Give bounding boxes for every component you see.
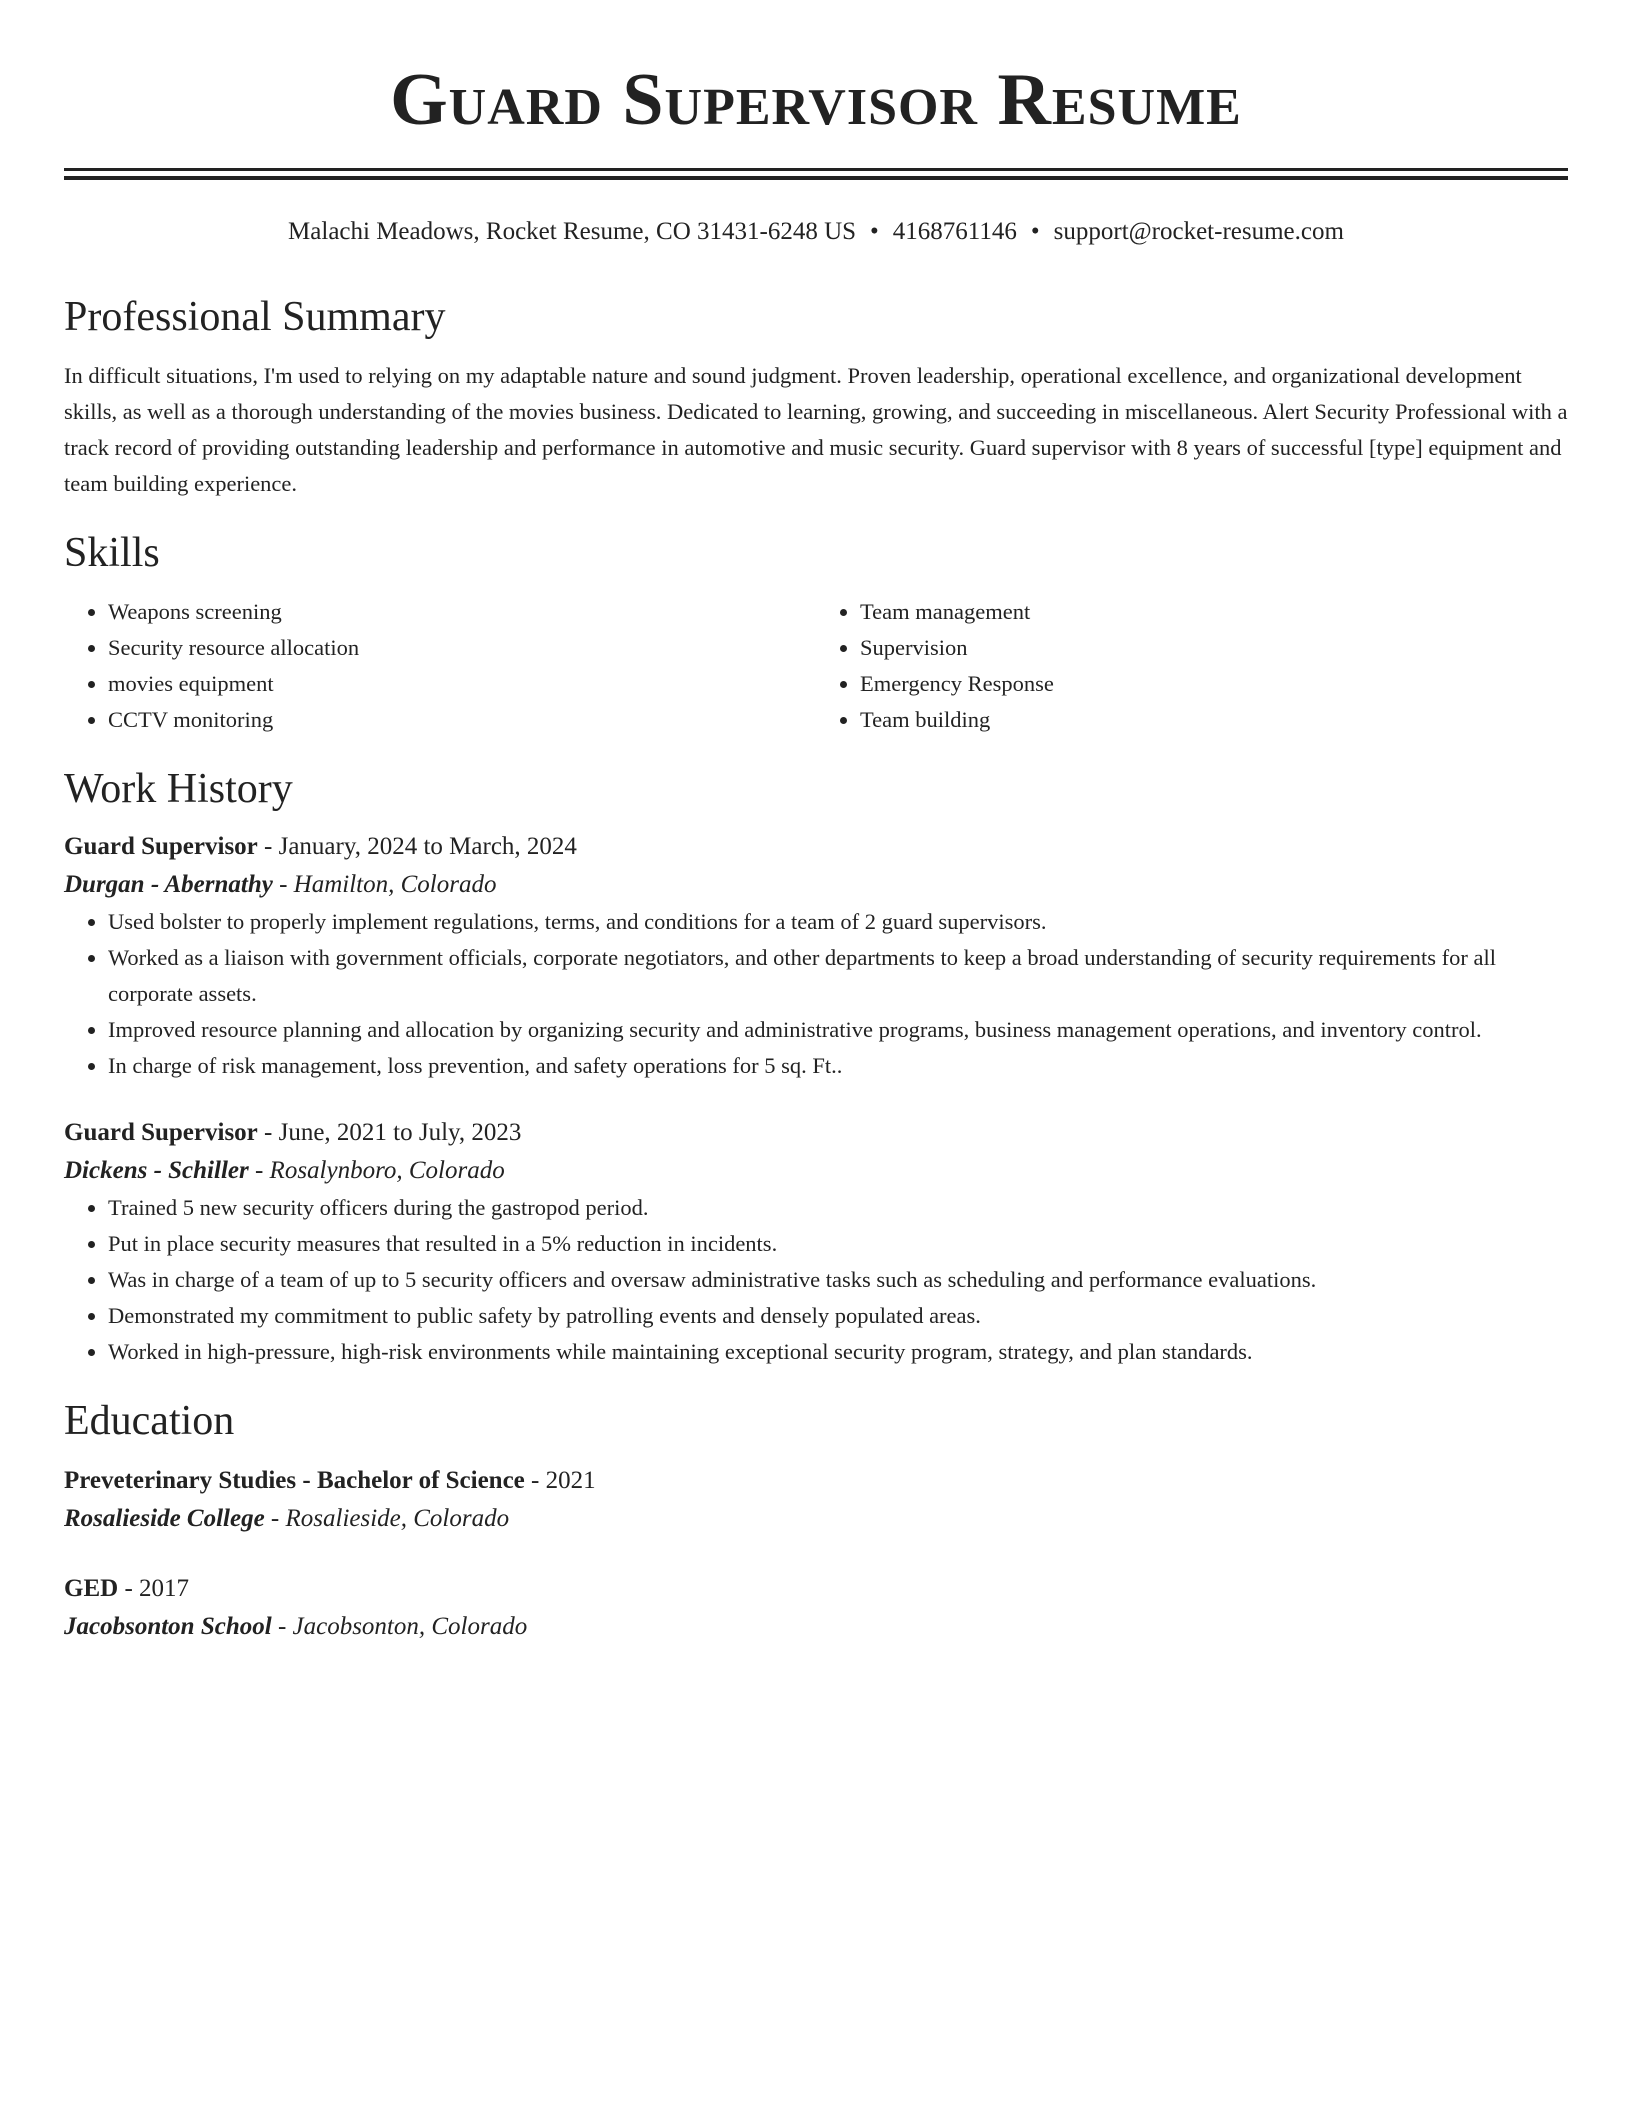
company-location: - Rosalynboro, Colorado: [248, 1157, 505, 1184]
school-line: [64, 1500, 1568, 1538]
job-duty: • Worked in high-pressure, high-risk environments while maintaining exceptional security program, strategy, and plan standards.: [108, 1334, 1568, 1370]
company-name: Durgan - Abernathy: [64, 871, 273, 898]
contact-address: Malachi Meadows, Rocket Resume, CO 31431-6248 US: [288, 218, 857, 245]
job-title: Guard Supervisor: [64, 833, 258, 860]
summary-heading: Professional Summary: [64, 294, 446, 340]
skill-item: • CCTV monitoring: [108, 702, 816, 738]
job-duty: • Put in place security measures that resulted in a 5% reduction in incidents.: [108, 1226, 1568, 1262]
school-location: - Jacobsonton, Colorado: [271, 1613, 528, 1640]
skills-column-right: [816, 594, 1568, 738]
skill-item: • Security resource allocation: [108, 630, 816, 666]
skill-item: • Team building: [860, 702, 1568, 738]
skill-item: • Weapons screening: [108, 594, 816, 630]
skill-item: • Supervision: [860, 630, 1568, 666]
job-duties: [64, 904, 1568, 1084]
resume-title: Guard Supervisor Resume: [390, 59, 1242, 141]
company-location: - Hamilton, Colorado: [272, 871, 497, 898]
title-divider: [64, 168, 1568, 180]
skills-list: [64, 594, 1568, 738]
job-duty: • Used bolster to properly implement regulations, terms, and conditions for a team of 2 guard supervisors.: [108, 904, 1568, 940]
job-duty: • Demonstrated my commitment to public safety by patrolling events and densely populated areas.: [108, 1298, 1568, 1334]
job-duty: • In charge of risk management, loss prevention, and safety operations for 5 sq. Ft..: [108, 1048, 1568, 1084]
school-location: - Rosalieside, Colorado: [264, 1505, 510, 1532]
company-name: Dickens - Schiller: [64, 1157, 249, 1184]
company-line: [64, 1152, 1568, 1190]
degree-line: [64, 1462, 1568, 1500]
school-name: Rosalieside College: [64, 1505, 265, 1532]
skill-item: • Team management: [860, 594, 1568, 630]
contact-separator: •: [870, 218, 879, 245]
job-dates: - June, 2021 to July, 2023: [257, 1119, 522, 1146]
education-entry: [64, 1570, 1568, 1646]
degree-name: GED: [64, 1575, 119, 1602]
work-history-heading: Work History: [64, 766, 293, 812]
job-duty: • Was in charge of a team of up to 5 security officers and oversaw administrative tasks such as scheduling and performance evaluations.: [108, 1262, 1568, 1298]
contact-email: support@rocket-resume.com: [1053, 218, 1344, 245]
degree-year: - 2021: [524, 1467, 596, 1494]
job-entry: [64, 828, 1568, 1084]
degree-line: [64, 1570, 1568, 1608]
job-title-line: [64, 828, 1568, 866]
job-duty: • Trained 5 new security officers during the gastropod period.: [108, 1190, 1568, 1226]
job-title-line: [64, 1114, 1568, 1152]
summary-text: In difficult situations, I'm used to relying on my adaptable nature and sound judgment. Proven leadership, operational excellence, and organizational development skills, as well as a thorough understanding of the movies business. Dedicated to learning, growing, and succeeding in miscellaneous. Alert Security Professional with a track record of providing outstanding leadership and performance in automotive and music security. Guard supervisor with 8 years of successful [type] equipment and team building experience.: [64, 363, 1568, 496]
school-line: [64, 1608, 1568, 1646]
education-heading: Education: [64, 1398, 235, 1444]
school-name: Jacobsonton School: [64, 1613, 272, 1640]
job-duty: • Improved resource planning and allocation by organizing security and administrative programs, business management operations, and inventory control.: [108, 1012, 1568, 1048]
skills-heading: Skills: [64, 530, 160, 576]
education-entry: [64, 1462, 1568, 1538]
skill-item: • Emergency Response: [860, 666, 1568, 702]
degree-year: - 2017: [118, 1575, 190, 1602]
company-line: [64, 866, 1568, 904]
job-duty: • Worked as a liaison with government officials, corporate negotiators, and other departments to keep a broad understanding of security requirements for all corporate assets.: [108, 940, 1568, 1012]
job-entry: [64, 1114, 1568, 1370]
degree-name: Preveterinary Studies - Bachelor of Science: [64, 1467, 525, 1494]
contact-phone: 4168761146: [892, 218, 1017, 245]
job-title: Guard Supervisor: [64, 1119, 258, 1146]
skill-item: • movies equipment: [108, 666, 816, 702]
contact-line: [64, 216, 1568, 248]
job-dates: - January, 2024 to March, 2024: [257, 833, 577, 860]
job-duties: [64, 1190, 1568, 1370]
contact-separator: •: [1030, 218, 1040, 245]
skills-column-left: [64, 594, 816, 738]
